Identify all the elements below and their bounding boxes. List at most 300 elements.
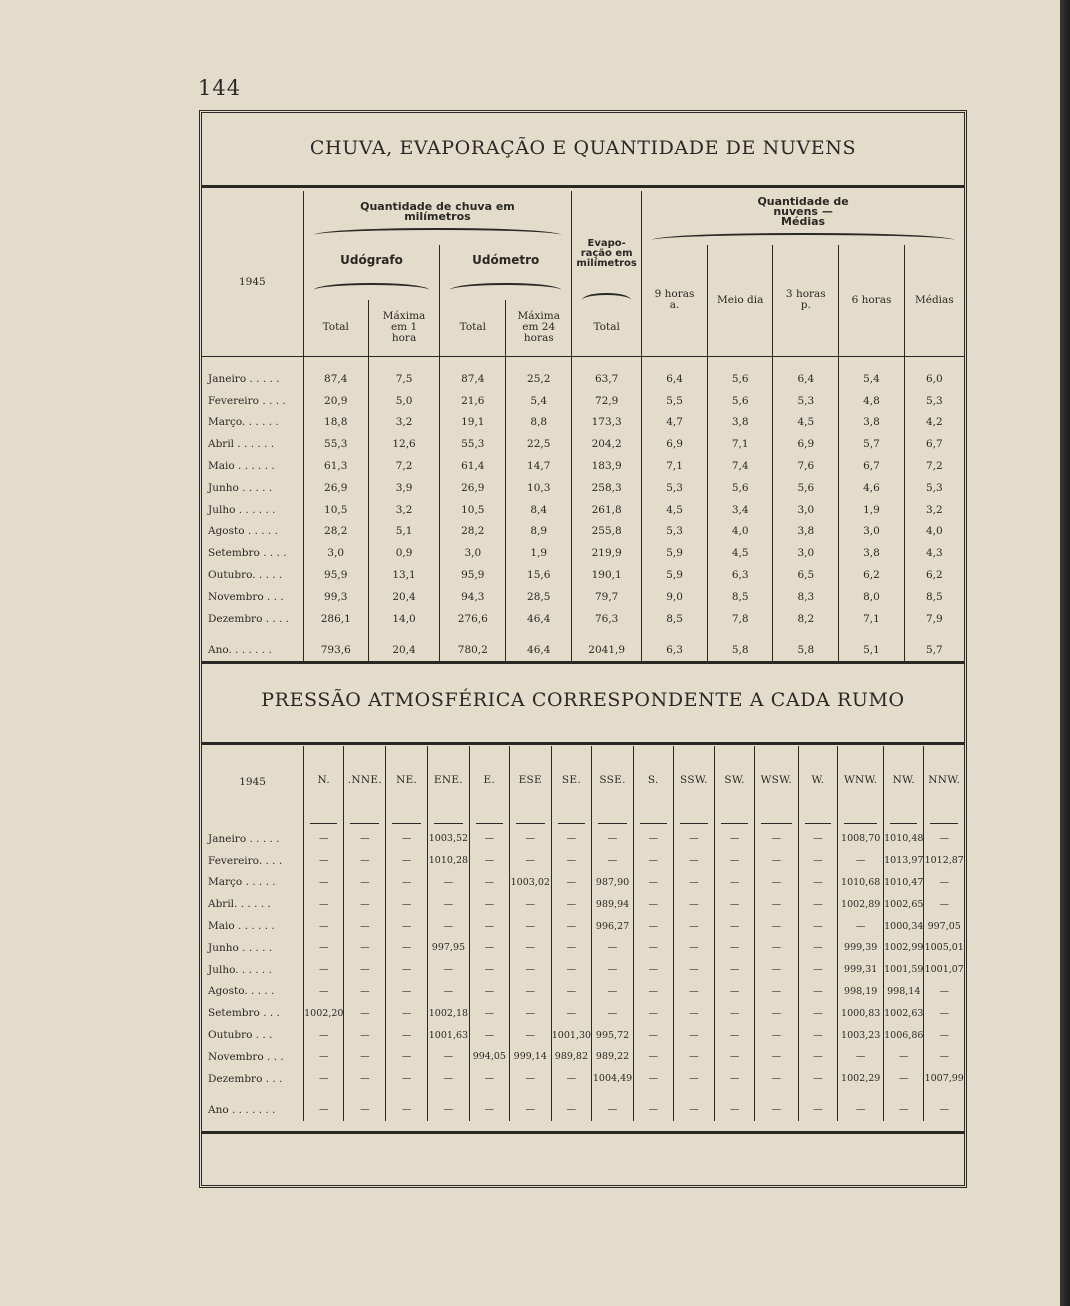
section2-title: PRESSÃO ATMOSFÉRICA CORRESPONDENTE A CADA RUMO: [261, 689, 905, 711]
table-cell: —: [754, 872, 798, 894]
table-cell: —: [939, 833, 949, 845]
table-cell: 4,0: [707, 521, 772, 543]
table-cell: 9,0: [642, 586, 708, 608]
table-cell: —: [592, 959, 634, 981]
table-cell: 2041,9: [572, 639, 642, 661]
table-cell: 5,9: [642, 564, 708, 586]
table-cell: —: [715, 937, 755, 959]
table-cell: 793,6: [303, 639, 368, 661]
table-cell: —: [427, 1046, 469, 1068]
table-cell: —: [634, 937, 674, 959]
table-cell: —: [592, 850, 634, 872]
table-cell: 1002,99: [884, 937, 924, 959]
table-cell: 28,2: [440, 521, 506, 543]
direction-header: [509, 746, 551, 814]
table-cell: 8,2: [773, 608, 839, 630]
table-cell: —: [469, 959, 509, 981]
table-cell: 989,22: [592, 1046, 634, 1068]
table-cell: —: [798, 1024, 838, 1046]
table-row: [202, 1046, 964, 1068]
month-label: Setembro . . . .: [202, 542, 303, 564]
month-label: Novembro . . .: [202, 1046, 304, 1068]
table-cell: —: [798, 1002, 838, 1024]
table-cell: 204,2: [572, 433, 642, 455]
direction-header: [884, 746, 924, 814]
direction-label: SSW.: [680, 774, 708, 786]
table-cell: —: [344, 1024, 386, 1046]
table-cell: 1003,52: [427, 828, 469, 850]
table-cell: 6,4: [642, 368, 708, 390]
page-number: 144: [198, 76, 242, 100]
table-cell: 7,1: [839, 608, 904, 630]
table-cell: —: [592, 1002, 634, 1024]
udografo-max1h-header: Máxima em 1 hora: [368, 300, 440, 356]
table-cell: 999,39: [838, 937, 884, 959]
table-cell: —: [304, 981, 344, 1003]
table-cell: 7,1: [642, 455, 708, 477]
table-cell: —: [344, 828, 386, 850]
table-cell: 1,9: [506, 542, 572, 564]
table-cell: —: [304, 828, 344, 850]
table-cell: —: [509, 981, 551, 1003]
pressure-header-row: [202, 746, 964, 814]
table-cell: —: [634, 828, 674, 850]
table-cell: —: [838, 915, 884, 937]
direction-label: .NNE.: [347, 774, 382, 786]
month-label: Agosto . . . . .: [202, 521, 303, 543]
direction-label: WSW.: [760, 774, 793, 786]
table-cell: —: [754, 1099, 798, 1121]
month-label: Outubro. . . . .: [202, 564, 303, 586]
udometro-header: [440, 245, 572, 300]
table-cell: 5,7: [839, 433, 904, 455]
month-label: Fevereiro . . . .: [202, 390, 303, 412]
table-cell: —: [798, 1046, 838, 1068]
table-cell: —: [509, 893, 551, 915]
direction-header: [634, 746, 674, 814]
table-row: [202, 586, 964, 608]
table-cell: 21,6: [440, 390, 506, 412]
table-cell: —: [386, 981, 428, 1003]
table-cell: 1010,68: [838, 872, 884, 894]
pressure-year-header: 1945: [202, 746, 304, 814]
table-cell: —: [634, 1024, 674, 1046]
table-cell: —: [386, 872, 428, 894]
table-row: [202, 1068, 964, 1090]
table-cell: —: [673, 1046, 715, 1068]
table-cell: —: [798, 937, 838, 959]
direction-label: W.: [811, 774, 825, 786]
table-cell: 258,3: [572, 477, 642, 499]
table-cell: 26,9: [440, 477, 506, 499]
month-label: Outubro . . .: [202, 1024, 304, 1046]
table-cell: 1004,49: [592, 1068, 634, 1090]
table-cell: —: [304, 1068, 344, 1090]
table-cell: 8,0: [839, 586, 904, 608]
table-row: [202, 455, 964, 477]
month-label: Janeiro . . . . .: [202, 368, 303, 390]
table-cell: 95,9: [440, 564, 506, 586]
table-cell: —: [304, 893, 344, 915]
table-cell: —: [673, 1099, 715, 1121]
table-cell: 1010,47: [884, 872, 924, 894]
table-cell: 4,7: [642, 412, 708, 434]
table-cell: 15,6: [506, 564, 572, 586]
table-cell: 996,27: [592, 915, 634, 937]
table-cell: 61,4: [440, 455, 506, 477]
table-cell: 4,0: [926, 525, 943, 538]
month-label: Junho . . . . .: [202, 477, 303, 499]
table-cell: —: [715, 981, 755, 1003]
table-cell: —: [673, 1024, 715, 1046]
month-label: Novembro . . .: [202, 586, 303, 608]
table-cell: —: [344, 959, 386, 981]
table-cell: 780,2: [440, 639, 506, 661]
month-label: Maio . . . . . .: [202, 455, 303, 477]
table-cell: —: [427, 915, 469, 937]
table-cell: 1012,87: [924, 855, 964, 867]
table-cell: 3,0: [440, 542, 506, 564]
table-cell: 79,7: [572, 586, 642, 608]
table-cell: 183,9: [572, 455, 642, 477]
table-cell: 7,5: [368, 368, 440, 390]
table-cell: —: [798, 1099, 838, 1121]
table-cell: 3,9: [368, 477, 440, 499]
table-cell: —: [469, 1099, 509, 1121]
table-cell: 46,4: [506, 639, 572, 661]
table-cell: —: [304, 850, 344, 872]
table-cell: —: [386, 1002, 428, 1024]
table-row: [202, 477, 964, 499]
table-cell: 5,1: [368, 521, 440, 543]
table-cell: —: [386, 1099, 428, 1121]
table-cell: —: [551, 959, 591, 981]
table-cell: —: [592, 1099, 634, 1121]
table-cell: 6,9: [773, 433, 839, 455]
direction-header: [386, 746, 428, 814]
table-cell: 10,5: [440, 499, 506, 521]
rain-table-body: [202, 356, 964, 661]
table-cell: —: [715, 1068, 755, 1090]
clouds-label: Quantidade de nuvens — Médias: [757, 194, 849, 228]
table-cell: —: [551, 1099, 591, 1121]
table-cell: 999,14: [509, 1046, 551, 1068]
table-cell: —: [754, 1024, 798, 1046]
clouds-group-header: [642, 191, 964, 245]
table-row: [202, 412, 964, 434]
table-cell: 3,2: [368, 499, 440, 521]
table-cell: —: [344, 893, 386, 915]
table-cell: 10,3: [506, 477, 572, 499]
table-cell: 26,9: [303, 477, 368, 499]
table-cell: 3,0: [773, 499, 839, 521]
table-cell: —: [469, 828, 509, 850]
table-cell: 8,5: [926, 590, 943, 603]
rain-table: [202, 191, 964, 661]
table-cell: —: [754, 828, 798, 850]
table-cell: —: [386, 850, 428, 872]
month-label: Março . . . . .: [202, 872, 304, 894]
direction-header: [838, 746, 884, 814]
table-row: [202, 542, 964, 564]
table-cell: —: [469, 1024, 509, 1046]
table-cell: 87,4: [303, 368, 368, 390]
direction-header: [304, 746, 344, 814]
table-cell: 1006,86: [884, 1024, 924, 1046]
table-cell: 6,5: [773, 564, 839, 586]
evaporation-header: [572, 191, 642, 300]
table-cell: 995,72: [592, 1024, 634, 1046]
table-row: [202, 368, 964, 390]
table-cell: —: [592, 937, 634, 959]
clouds-6h-header: 6 horas: [839, 245, 904, 356]
table-cell: —: [551, 1068, 591, 1090]
table-cell: —: [715, 1099, 755, 1121]
table-cell: 997,05: [927, 920, 961, 932]
evaporation-label: Evapo- ração em milímetros: [576, 238, 637, 269]
table-cell: —: [634, 981, 674, 1003]
table-cell: 3,0: [303, 542, 368, 564]
table-cell: 1010,28: [427, 850, 469, 872]
month-label: Maio . . . . . .: [202, 915, 304, 937]
table-row: [202, 959, 964, 981]
table-cell: 3,8: [839, 542, 904, 564]
table-cell: —: [884, 1099, 924, 1121]
table-cell: 5,4: [506, 390, 572, 412]
direction-label: S.: [647, 774, 659, 786]
table-row-total: [202, 639, 964, 661]
direction-header: [754, 746, 798, 814]
table-cell: —: [386, 1046, 428, 1068]
table-cell: 8,4: [506, 499, 572, 521]
table-cell: —: [304, 1046, 344, 1068]
table-cell: —: [304, 1024, 344, 1046]
table-cell: 1002,18: [427, 1002, 469, 1024]
table-cell: 20,9: [303, 390, 368, 412]
table-cell: 5,8: [707, 639, 772, 661]
table-cell: —: [798, 981, 838, 1003]
table-cell: —: [304, 915, 344, 937]
table-cell: 998,14: [884, 981, 924, 1003]
table-cell: —: [427, 959, 469, 981]
table-cell: 19,1: [440, 412, 506, 434]
table-row: [202, 893, 964, 915]
table-cell: 1002,63: [884, 1002, 924, 1024]
table-cell: —: [509, 1002, 551, 1024]
table-cell: 7,4: [707, 455, 772, 477]
table-cell: —: [634, 872, 674, 894]
table-cell: —: [469, 850, 509, 872]
direction-header: [673, 746, 715, 814]
table-cell: —: [551, 850, 591, 872]
table-cell: —: [673, 872, 715, 894]
table-cell: —: [715, 1002, 755, 1024]
table-cell: 1007,99: [924, 1073, 964, 1085]
table-cell: —: [469, 981, 509, 1003]
table-cell: 7,2: [926, 460, 943, 473]
table-row: [202, 521, 964, 543]
table-cell: —: [386, 893, 428, 915]
month-label: Abril. . . . . .: [202, 893, 304, 915]
table-cell: —: [427, 1099, 469, 1121]
table-cell: —: [715, 850, 755, 872]
table-cell: 5,3: [926, 394, 943, 407]
table-cell: 6,9: [642, 433, 708, 455]
table-cell: 3,0: [839, 521, 904, 543]
table-cell: —: [344, 937, 386, 959]
table-cell: —: [715, 893, 755, 915]
table-cell: —: [469, 1002, 509, 1024]
direction-header: [469, 746, 509, 814]
udografo-label: Udógrafo: [340, 253, 403, 267]
table-cell: 1001,07: [924, 964, 964, 976]
table-cell: 7,8: [707, 608, 772, 630]
direction-header: [344, 746, 386, 814]
table-cell: —: [344, 915, 386, 937]
month-label: Dezembro . . . .: [202, 608, 303, 630]
table-cell: —: [551, 915, 591, 937]
table-cell: —: [715, 1024, 755, 1046]
table-cell: 1005,01: [924, 942, 964, 954]
table-cell: —: [509, 1068, 551, 1090]
table-cell: 5,0: [368, 390, 440, 412]
udografo-header: [303, 245, 440, 300]
month-label: Março. . . . . .: [202, 412, 303, 434]
table-cell: 72,9: [572, 390, 642, 412]
table-cell: —: [754, 1002, 798, 1024]
table-row: [202, 433, 964, 455]
table-cell: 5,3: [773, 390, 839, 412]
table-cell: 6,3: [707, 564, 772, 586]
table-cell: —: [673, 981, 715, 1003]
table-cell: —: [469, 872, 509, 894]
month-label: Julho . . . . . .: [202, 499, 303, 521]
table-cell: —: [469, 893, 509, 915]
table-cell: —: [344, 981, 386, 1003]
pressure-table-body: [202, 828, 964, 1121]
table-cell: —: [838, 1046, 884, 1068]
table-cell: 4,2: [926, 416, 943, 429]
table-cell: 0,9: [368, 542, 440, 564]
table-cell: 3,2: [368, 412, 440, 434]
table-cell: 5,6: [707, 368, 772, 390]
direction-header: [551, 746, 591, 814]
month-label: Junho . . . . .: [202, 937, 304, 959]
table-cell: 219,9: [572, 542, 642, 564]
table-cell: 8,5: [707, 586, 772, 608]
table-cell: —: [469, 937, 509, 959]
table-cell: —: [509, 915, 551, 937]
table-row: [202, 937, 964, 959]
table-cell: 99,3: [303, 586, 368, 608]
table-cell: 8,8: [506, 412, 572, 434]
table-cell: 61,3: [303, 455, 368, 477]
table-cell: 4,5: [707, 542, 772, 564]
table-cell: —: [386, 959, 428, 981]
table-cell: 1008,70: [838, 828, 884, 850]
table-cell: 5,3: [642, 521, 708, 543]
table-cell: 28,5: [506, 586, 572, 608]
evaporation-total-header: Total: [572, 300, 642, 356]
table-cell: —: [754, 893, 798, 915]
table-cell: 6,4: [773, 368, 839, 390]
table-cell: —: [715, 959, 755, 981]
direction-label: SE.: [561, 774, 581, 786]
table-cell: —: [634, 1099, 674, 1121]
table-cell: —: [344, 1068, 386, 1090]
month-label: Ano . . . . . . .: [202, 1099, 304, 1121]
table-cell: 1002,29: [838, 1068, 884, 1090]
table-row: [202, 828, 964, 850]
table-cell: 4,5: [642, 499, 708, 521]
direction-label: E.: [483, 774, 496, 786]
table-cell: —: [344, 1046, 386, 1068]
table-cell: —: [634, 1068, 674, 1090]
table-cell: 7,2: [368, 455, 440, 477]
table-cell: —: [634, 959, 674, 981]
table-cell: —: [634, 1002, 674, 1024]
table-cell: 173,3: [572, 412, 642, 434]
table-cell: —: [754, 850, 798, 872]
table-cell: —: [884, 1046, 924, 1068]
table-cell: —: [939, 1029, 949, 1041]
table-cell: 989,94: [592, 893, 634, 915]
table-cell: 5,3: [642, 477, 708, 499]
table-cell: —: [715, 828, 755, 850]
table-cell: —: [884, 1068, 924, 1090]
table-cell: —: [754, 1046, 798, 1068]
table-cell: —: [939, 985, 949, 997]
direction-label: N.: [317, 774, 331, 786]
table-cell: 987,90: [592, 872, 634, 894]
table-cell: —: [673, 937, 715, 959]
direction-label: SW.: [724, 774, 745, 786]
table-cell: 20,4: [368, 586, 440, 608]
table-row: [202, 1024, 964, 1046]
table-cell: —: [509, 1024, 551, 1046]
table-cell: —: [634, 893, 674, 915]
direction-header: [798, 746, 838, 814]
table-cell: —: [469, 1068, 509, 1090]
table-cell: 1013,97: [884, 850, 924, 872]
table-cell: —: [798, 850, 838, 872]
table-cell: 5,6: [773, 477, 839, 499]
month-label: Abril . . . . . .: [202, 433, 303, 455]
table-cell: 95,9: [303, 564, 368, 586]
table-cell: 46,4: [506, 608, 572, 630]
table-cell: —: [551, 828, 591, 850]
table-cell: 1000,83: [838, 1002, 884, 1024]
table-cell: 1001,63: [427, 1024, 469, 1046]
month-label: Agosto. . . . .: [202, 981, 304, 1003]
table-cell: 25,2: [506, 368, 572, 390]
table-cell: —: [798, 1068, 838, 1090]
table-cell: 63,7: [572, 368, 642, 390]
table-cell: 8,5: [642, 608, 708, 630]
table-cell: 6,3: [642, 639, 708, 661]
table-cell: 22,5: [506, 433, 572, 455]
table-cell: 997,95: [427, 937, 469, 959]
table-cell: 190,1: [572, 564, 642, 586]
table-cell: 1003,23: [838, 1024, 884, 1046]
table-cell: —: [798, 872, 838, 894]
table-cell: —: [386, 1068, 428, 1090]
table-cell: —: [469, 915, 509, 937]
table-cell: 4,5: [773, 412, 839, 434]
direction-header: [427, 746, 469, 814]
table-cell: —: [509, 1099, 551, 1121]
table-cell: —: [673, 850, 715, 872]
